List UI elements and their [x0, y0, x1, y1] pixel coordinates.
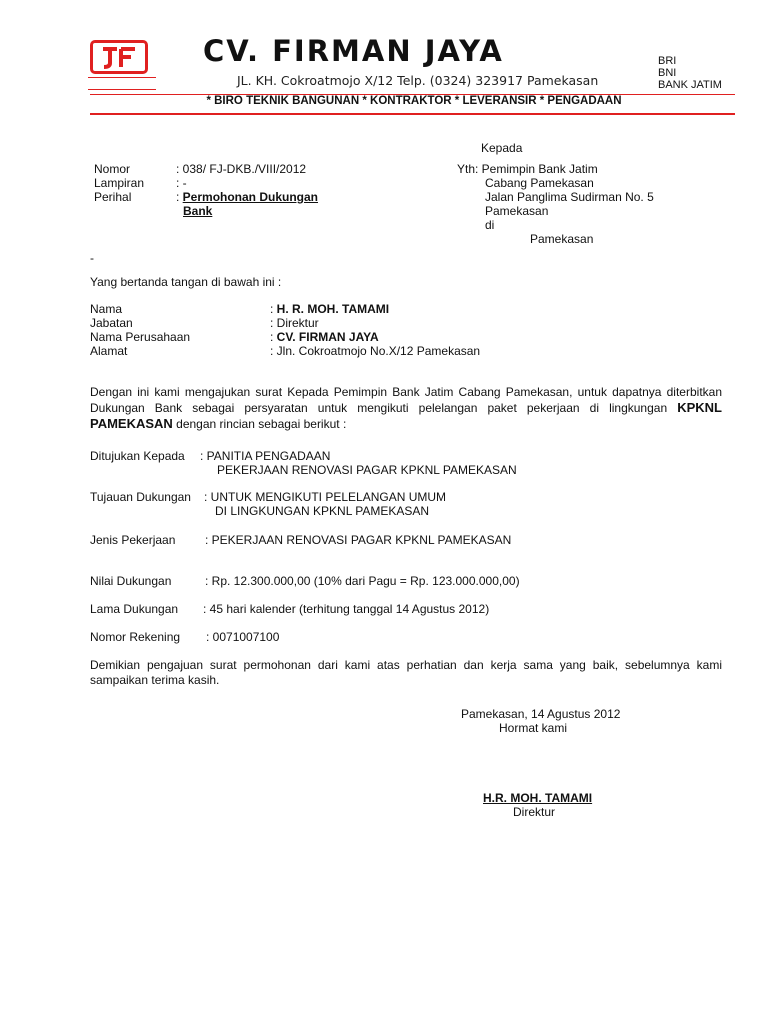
paragraph-line: Dengan ini kami mengajukan surat Kepada Pemimpin Bank Jatim Cabang Pamekasan, untuk dapatnya diterbitkan: [90, 385, 722, 399]
closing-salutation: Hormat kami: [499, 721, 568, 735]
alamat-label: Alamat: [90, 344, 128, 358]
signatory-title: Direktur: [513, 805, 556, 819]
perihal-subject-cont: Bank: [183, 204, 213, 218]
perusahaan-value: [270, 330, 379, 344]
perusahaan-colon: :: [270, 330, 277, 344]
perihal-subject: Permohonan Dukungan: [182, 190, 319, 204]
nama-label: Nama: [90, 302, 123, 316]
nilai-label: Nilai Dukungan: [90, 574, 172, 588]
recipient-line: Jalan Panglima Sudirman No. 5: [485, 190, 654, 204]
paragraph-line: [90, 416, 722, 432]
place-date: Pamekasan, 14 Agustus 2012: [461, 707, 621, 721]
jabatan-value: : Direktur: [270, 316, 319, 330]
lama-label: Lama Dukungan: [90, 602, 179, 616]
bank-item: BNI: [658, 67, 677, 79]
bank-item: BRI: [658, 55, 677, 67]
perihal-value: [176, 190, 318, 204]
nomor-value: : 038/ FJ-DKB./VIII/2012: [176, 162, 307, 176]
tujuan-value: : UNTUK MENGIKUTI PELELANGAN UMUM: [204, 490, 447, 504]
recipient-line: di: [485, 218, 495, 232]
logo-underline: [88, 77, 156, 78]
bank-item: BANK JATIM: [658, 79, 722, 91]
nilai-value: : Rp. 12.300.000,00 (10% dari Pagu = Rp. 123.000.000,00): [205, 574, 520, 588]
alamat-value: : Jln. Cokroatmojo No.X/12 Pamekasan: [270, 344, 481, 358]
jabatan-label: Jabatan: [90, 316, 133, 330]
company-address: JL. KH. Cokroatmojo X/12 Telp. (0324) 323917 Pamekasan: [237, 73, 599, 88]
paragraph-bold: PAMEKASAN: [90, 416, 173, 431]
paragraph-text: Dukungan Bank sebagai persyaratan untuk mengikuti pelelangan paket pekerjaan di lingkungan: [90, 401, 668, 415]
paragraph-line: Demikian pengajuan surat permohonan dari kami atas perhatian dan kerja sama yang baik, sebelumnya kami: [90, 658, 722, 672]
body-paragraph: [90, 385, 722, 432]
rekening-value: : 0071007100: [206, 630, 280, 644]
perusahaan-text: CV. FIRMAN JAYA: [276, 330, 379, 344]
recipient-kepada: Kepada: [481, 141, 523, 155]
nama-value: [270, 302, 389, 316]
nama-colon: :: [270, 302, 277, 316]
company-tagline: * BIRO TEKNIK BANGUNAN * KONTRAKTOR * LEVERANSIR * PENGADAAN: [206, 95, 622, 107]
jenis-label: Jenis Pekerjaan: [90, 533, 176, 547]
recipient-line: Pamekasan: [485, 204, 549, 218]
ditujukan-value: : PANITIA PENGADAAN: [200, 449, 331, 463]
header-rule: [90, 113, 735, 115]
lampiran-label: Lampiran: [94, 176, 145, 190]
tujuan-value-cont: DI LINGKUNGAN KPKNL PAMEKASAN: [215, 504, 430, 518]
bank-list: [658, 55, 722, 91]
paragraph-bold: KPKNL: [677, 400, 722, 415]
lampiran-value: : -: [176, 176, 187, 190]
nama-text: H. R. MOH. TAMAMI: [276, 302, 390, 316]
company-name: CV. FIRMAN JAYA: [203, 34, 504, 68]
jenis-value: : PEKERJAAN RENOVASI PAGAR KPKNL PAMEKASAN: [205, 533, 512, 547]
perihal-label: Perihal: [94, 190, 132, 204]
company-logo: [90, 40, 148, 74]
paragraph-line: [90, 400, 722, 416]
intro-text: Yang bertanda tangan di bawah ini :: [90, 275, 282, 289]
ditujukan-label: Ditujukan Kepada: [90, 449, 185, 463]
paragraph-text: dengan rincian sebagai berikut :: [172, 417, 347, 431]
logo-underline: [88, 89, 156, 90]
rekening-label: Nomor Rekening: [90, 630, 181, 644]
recipient-line: Cabang Pamekasan: [485, 176, 594, 190]
nomor-label: Nomor: [94, 162, 131, 176]
ditujukan-value-cont: PEKERJAAN RENOVASI PAGAR KPKNL PAMEKASAN: [217, 463, 517, 477]
tujuan-label: Tujauan Dukungan: [90, 490, 191, 504]
recipient-line: Pamekasan: [530, 232, 594, 246]
separator-dash: -: [90, 251, 94, 265]
lama-value: : 45 hari kalender (terhitung tanggal 14 Agustus 2012): [203, 602, 490, 616]
perihal-colon: :: [176, 190, 183, 204]
paragraph-line: sampaikan terima kasih.: [90, 673, 220, 687]
closing-paragraph: [90, 658, 722, 688]
recipient-line: Yth: Pemimpin Bank Jatim: [457, 162, 598, 176]
perusahaan-label: Nama Perusahaan: [90, 330, 191, 344]
signatory-name: H.R. MOH. TAMAMI: [483, 791, 593, 805]
